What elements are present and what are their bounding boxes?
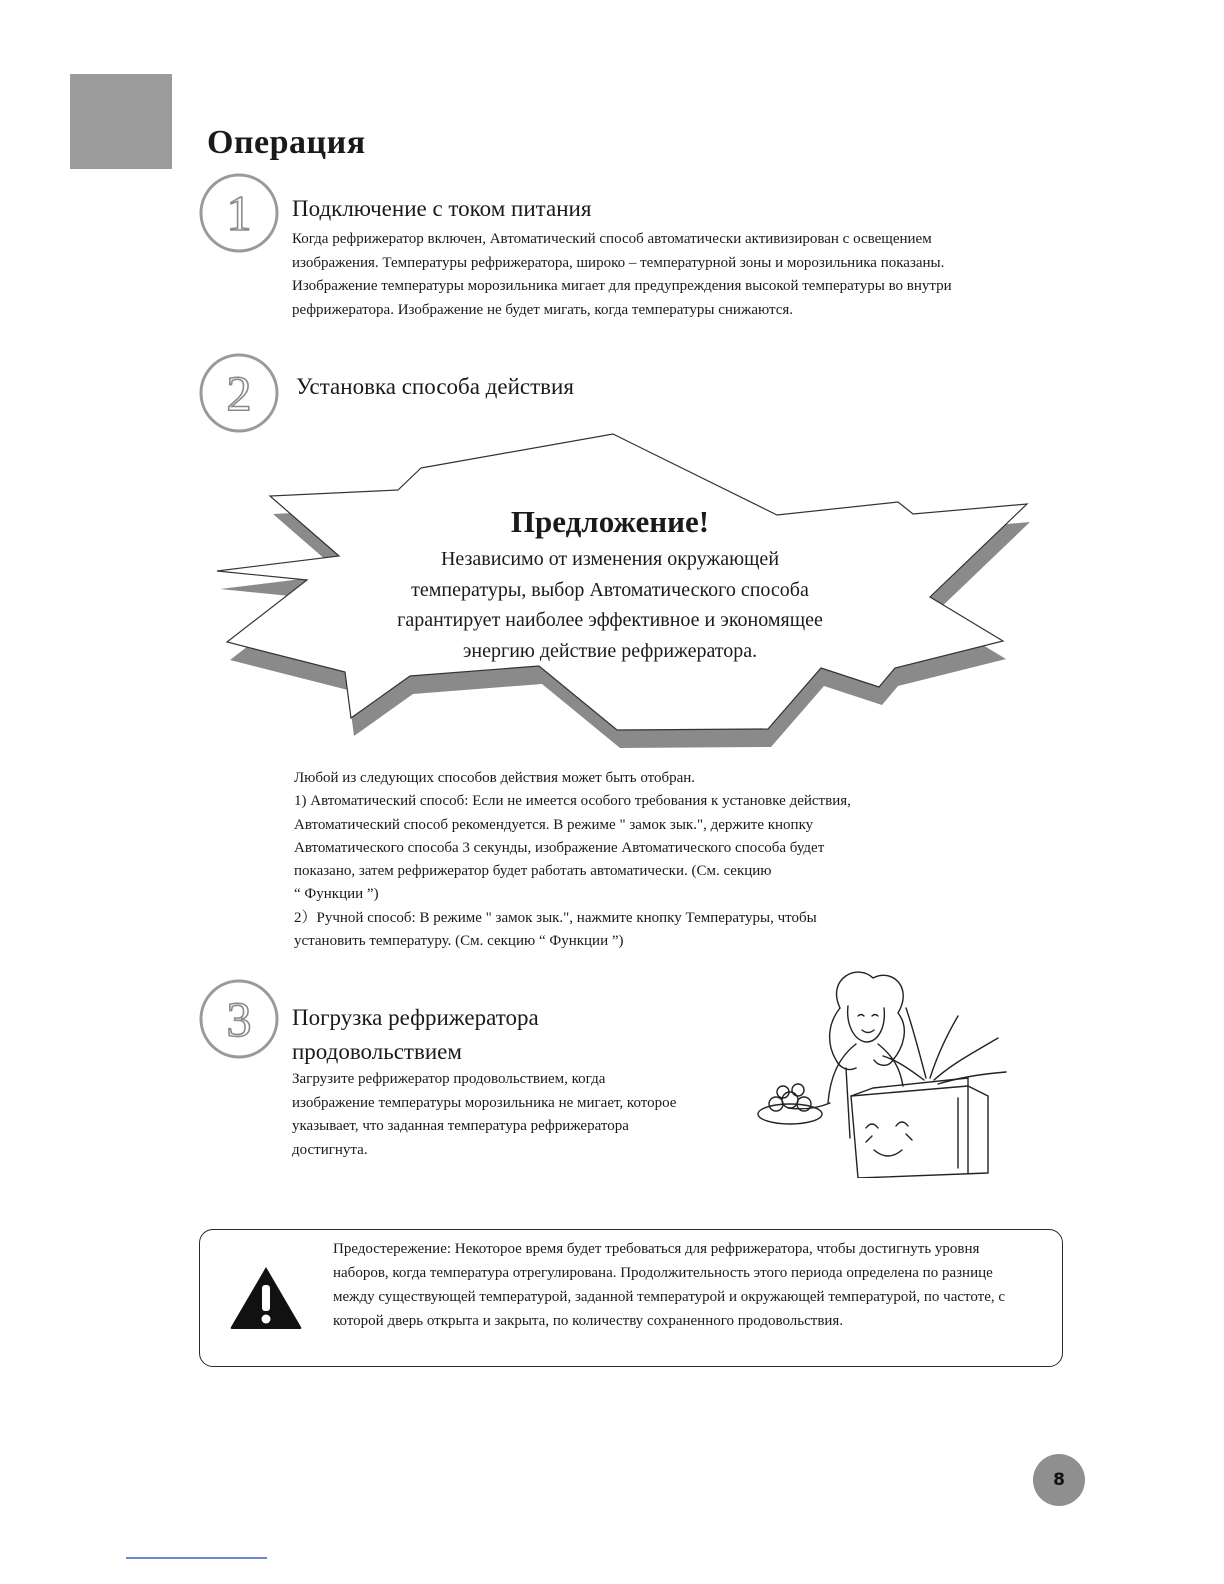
- mode-automatic: 1) Автоматический способ: Если не имеется особого требования к установке действия, Автоматический способ рекомендуется. В режиме " замок зык.", держите кнопку Автоматического способа 3 секунды, изображение Автоматического способа будет показано, затем рефрижератор будет работать автоматически. (См. секцию “ Функции ”): [294, 793, 851, 903]
- woman-refrigerator-illustration: [748, 968, 1018, 1178]
- step-2-number: 2: [226, 365, 252, 421]
- step-1-body: Когда рефрижератор включен, Автоматический способ автоматически активизирован с освещением изображения. Температуры рефрижератора, широко – температурной зоны и морозильника показаны. Изображение температуры морозильника мигает для предупреждения высокой температуры во внутри рефрижератора. Изображение не будет мигать, когда температуры снижаются.: [292, 231, 952, 318]
- step-1-number: 1: [226, 185, 252, 241]
- suggestion-line-4: энергию действие рефрижератора.: [462, 639, 758, 662]
- step-3-title-line-1: Погрузка рефрижератора: [292, 1005, 539, 1030]
- suggestion-line-1: Независимо от изменения окружающей: [440, 548, 780, 570]
- caution-text: Предостережение: Некоторое время будет требоваться для рефрижератора, чтобы достигнуть уровня наборов, когда температура отрегулирована. Продолжительность этого периода определена по разнице между существующей температурой, заданной температурой и окружающей температурой, по частоте, с которой дверь открыта и закрыта, по количеству сохраненного продовольствия.: [333, 1241, 1006, 1329]
- warning-triangle-icon: [228, 1263, 304, 1331]
- step-1-number-circle: [198, 172, 280, 254]
- step-1-title: Подключение с током питания: [292, 196, 592, 221]
- step-3-body: Загрузите рефрижератор продовольствием, когда изображение температуры морозильника не мигает, которое указывает, что заданная температура рефрижератора достигнута.: [292, 1071, 677, 1158]
- step-3-title-line-2: продовольствием: [292, 1039, 462, 1064]
- operation-modes: [294, 767, 1014, 953]
- section-tab-marker: [70, 74, 172, 169]
- mode-manual: 2）Ручной способ: В режиме " замок зык.", нажмите кнопку Температуры, чтобы установить температуру. (См. секцию “ Функции ”): [294, 909, 817, 950]
- modes-intro: Любой из следующих способов действия может быть отобран.: [294, 770, 696, 786]
- footer-link-underline: [126, 1557, 267, 1559]
- suggestion-line-2: температуры, выбор Автоматического способа: [411, 578, 809, 601]
- suggestion-content: [300, 500, 920, 666]
- suggestion-line-3: гарантирует наиболее эффективное и экономящее: [397, 609, 823, 631]
- step-2-title: Установка способа действия: [296, 374, 574, 399]
- page-number-badge: 8: [1033, 1454, 1085, 1506]
- step-3-number-circle: [198, 978, 280, 1060]
- page-title: Операция: [207, 124, 366, 161]
- suggestion-title: Предложение!: [510, 504, 710, 539]
- step-3-number: 3: [226, 991, 252, 1047]
